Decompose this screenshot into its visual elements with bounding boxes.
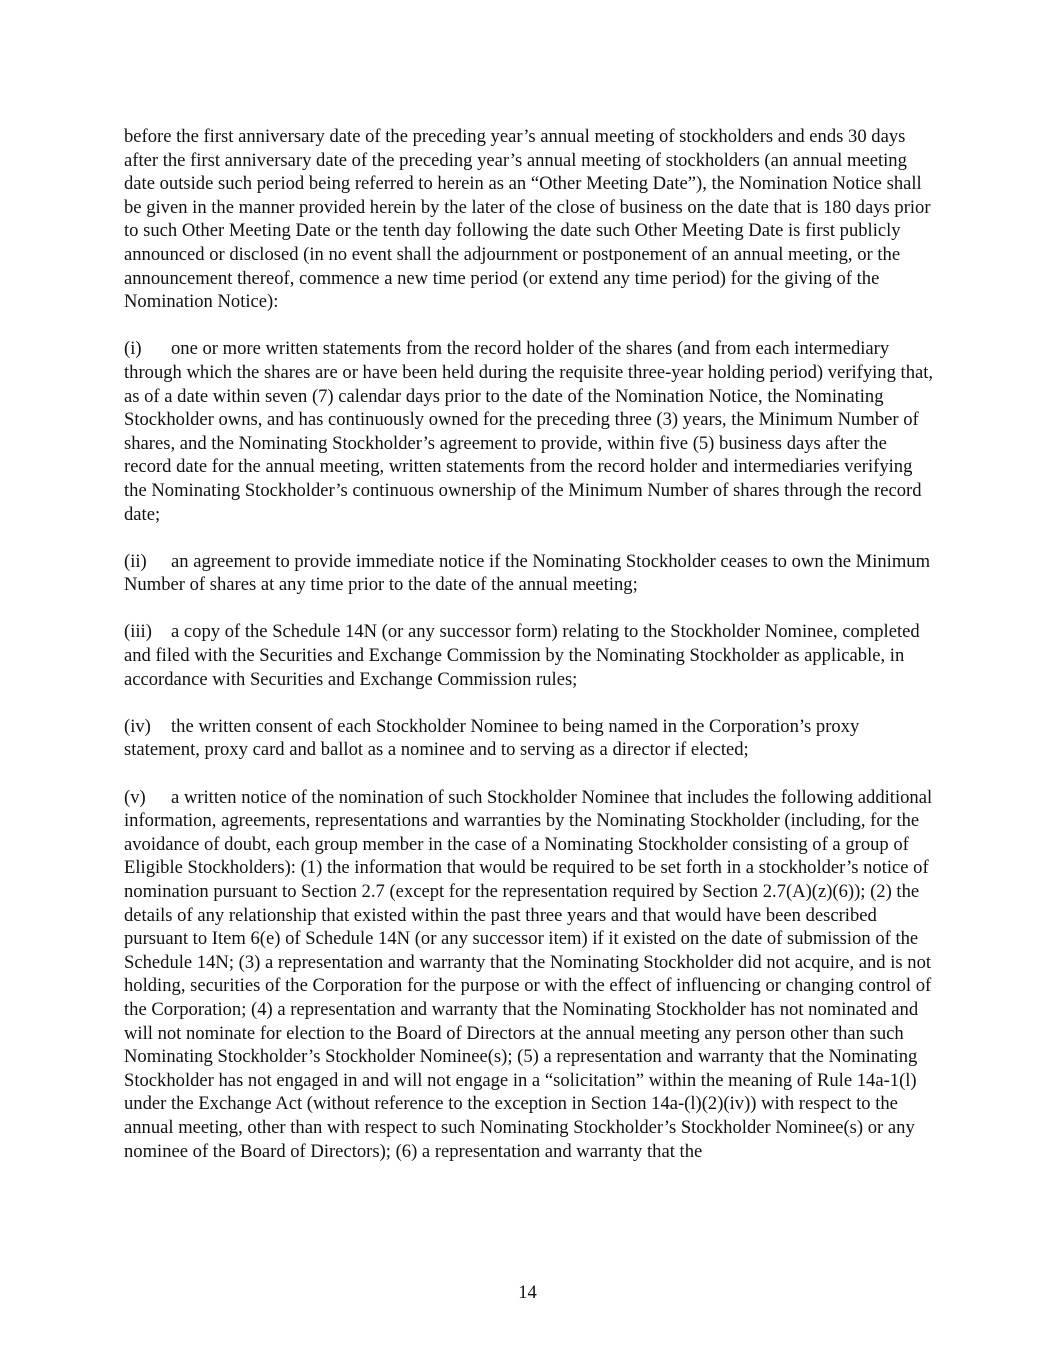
list-item-number: (v) bbox=[124, 786, 146, 808]
page-number: 14 bbox=[518, 1282, 537, 1303]
list-item-number: (iv) bbox=[124, 715, 151, 737]
list-item-iii bbox=[124, 620, 934, 691]
list-item-text: one or more written statements from the record holder of the shares (and from each intermediary through which the shares are or have been held during the requisite three-year holding period) verifying that, as of a date within seven (7) calendar days prior to the date of the Nomination Notice, the Nominating Stockholder owns, and has continuously owned for the preceding three (3) years, the Minimum Number of shares, and the Nominating Stockholder’s agreement to provide, within five (5) business days after the record date for the annual meeting, written statements from the record holder and intermediaries verifying the Nominating Stockholder’s continuous ownership of the Minimum Number of shares through the record date; bbox=[124, 338, 934, 525]
list-item-v bbox=[124, 786, 934, 1164]
list-item-iv bbox=[124, 715, 934, 762]
list-item-i bbox=[124, 337, 934, 526]
list-item-number: (i) bbox=[124, 338, 142, 360]
list-item-text: a written notice of the nomination of such Stockholder Nominee that includes the following additional information, agreements, representations and warranties by the Nominating Stockholder (including, for the avoidance of doubt, each group member in the case of a Nominating Stockholder consisting of a group of Eligible Stockholders): (1) the information that would be required to be set forth in a stockholder’s notice of nomination pursuant to Section 2.7 (except for the representation required by Section 2.7(A)(z)(6)); (2) the details of any relationship that existed within the past three years and that would have been described pursuant to Item 6(e) of Schedule 14N (or any successor item) if it existed on the date of submission of the Schedule 14N; (3) a representation and warranty that the Nominating Stockholder did not acquire, and is not holding, securities of the Corporation for the purpose or with the effect of influencing or changing control of the Corporation; (4) a representation and warranty that the Nominating Stockholder has not nominated and will not nominate for election to the Board of Directors at the annual meeting any person other than such Nominating Stockholder’s Stockholder Nominee(s); (5) a representation and warranty that the Nominating Stockholder has not engaged in and will not engage in a “solicitation” within the meaning of Rule 14a-1(l) under the Exchange Act (without reference to the exception in Section 14a-(l)(2)(iv)) with respect to the annual meeting, other than with respect to such Nominating Stockholder’s Stockholder Nominee(s) or any nominee of the Board of Directors); (6) a representation and warranty that the bbox=[124, 786, 933, 1162]
list-item-text: an agreement to provide immediate notice if the Nominating Stockholder ceases to own the Minimum Number of shares at any time prior to the date of the annual meeting; bbox=[124, 550, 931, 596]
intro-paragraph: before the first anniversary date of the preceding year’s annual meeting of stockholders and ends 30 days after the first anniversary date of the preceding year’s annual meeting of stockholders (an annual meeting date outside such period being referred to herein as an “Other Meeting Date”), the Nomination Notice shall be given in the manner provided herein by the later of the close of business on the date that is 180 days prior to such Other Meeting Date or the tenth day following the date such Other Meeting Date is first publicly announced or disclosed (in no event shall the adjournment or postponement of an annual meeting, or the announcement thereof, commence a new time period (or extend any time period) for the giving of the Nomination Notice): bbox=[124, 126, 931, 313]
list-item-text: a copy of the Schedule 14N (or any successor form) relating to the Stockholder Nominee, completed and filed with the Securities and Exchange Commission by the Nominating Stockholder as applicable, in accordance with Securities and Exchange Commission rules; bbox=[124, 621, 920, 690]
list-item-number: (iii) bbox=[124, 621, 152, 643]
list-item-number: (ii) bbox=[124, 550, 147, 572]
list-item-text: the written consent of each Stockholder Nominee to being named in the Corporation’s proxy statement, proxy card and ballot as a nominee and to serving as a director if elected; bbox=[124, 715, 860, 761]
page-body bbox=[124, 125, 934, 1187]
list-item-ii bbox=[124, 550, 934, 597]
